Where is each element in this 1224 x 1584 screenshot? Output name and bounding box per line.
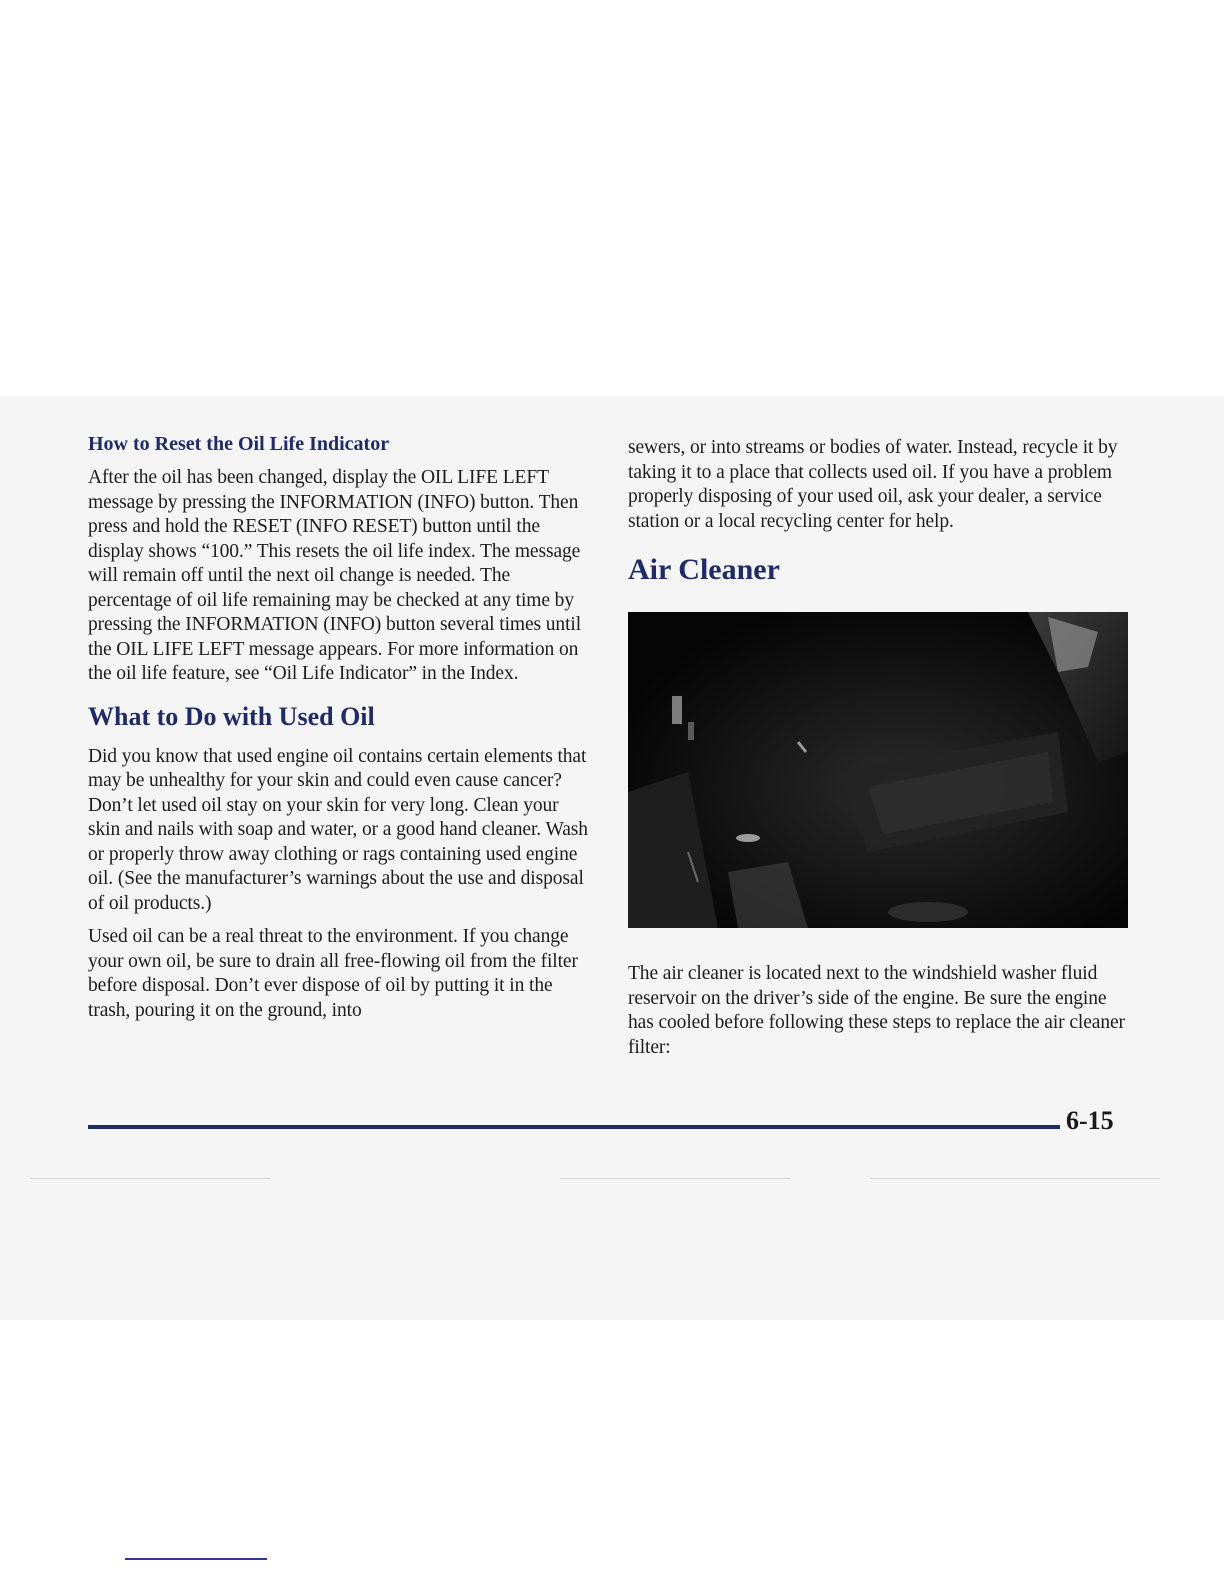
used-oil-title: What to Do with Used Oil [88,701,375,731]
page-number: 6-15 [1066,1106,1114,1135]
reset-oil-life-heading: How to Reset the Oil Life Indicator [88,433,390,455]
used-oil-paragraph-2: Used oil can be a real threat to the environment. If you change your own oil, be sure to drain all free-flowing oil from the filter before disposal. Don’t ever dispose of oil by putting it in the trash, pouring it on the ground, into [88,926,578,1021]
scan-artifact-line [30,1178,270,1179]
air-cleaner-title: Air Cleaner [628,553,780,586]
scan-artifact-line [870,1178,1160,1179]
reset-oil-life-paragraph: After the oil has been changed, display the OIL LIFE LEFT message by pressing the INFORMATION (INFO) button. Then press and hold the RESET (INFO RESET) button until the display shows “100.” This resets the oil life index. The message will remain off until the next oil change is needed. The percentage of oil life remaining may be checked at any time by pressing the INFORMATION (INFO) button several times until the OIL LIFE LEFT message appears. For more information on the oil life feature, see “Oil Life Indicator” in the Index. [88,467,582,684]
used-oil-paragraph-1: Did you know that used engine oil contains certain elements that may be unhealthy for your skin and could even cause cancer? Don’t let used oil stay on your skin for very long. Clean your skin and nails with soap and water, or a good hand cleaner. Wash or properly throw away clothing or rags containing used engine oil. (See the manufacturer’s warnings about the use and disposal of oil products.) [88,745,588,914]
footer-rule [88,1125,1060,1129]
air-cleaner-photo [628,612,1128,928]
air-cleaner-paragraph: The air cleaner is located next to the windshield washer fluid reservoir on the driver’s side of the engine. Be sure the engine has cooled before following these steps to replace the air cleaner filter: [628,963,1125,1058]
used-oil-continued-paragraph: sewers, or into streams or bodies of water. Instead, recycle it by taking it to a place that collects used oil. If you have a problem properly disposing of your used oil, ask your dealer, a service station or a local recycling center for help. [628,437,1118,532]
bottom-mark [125,1558,267,1560]
left-column [88,430,588,1032]
scan-artifact-line [560,1178,790,1179]
right-column [628,436,1128,1069]
engine-bay-image [628,612,1128,928]
